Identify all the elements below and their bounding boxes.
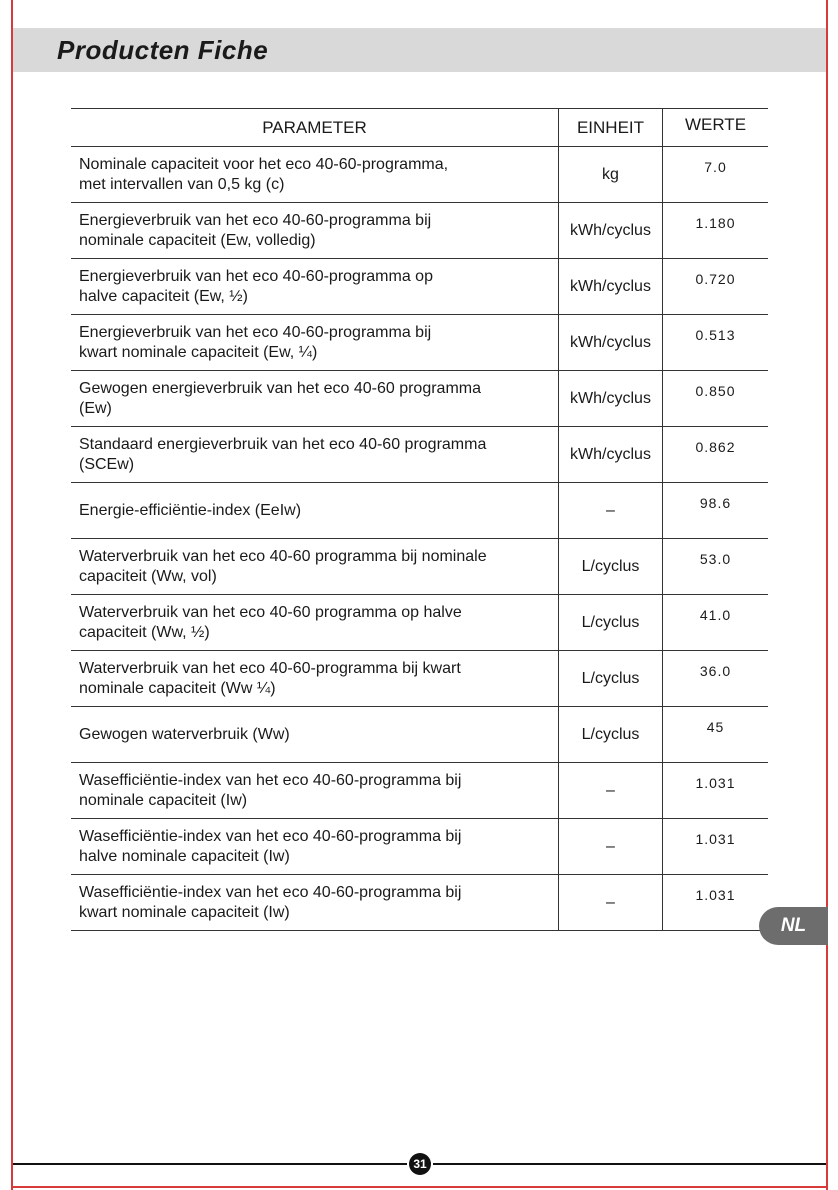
parameter-text-line: (SCEw) [79,455,135,473]
parameter-text-line: halve nominale capaciteit (Iw) [79,847,290,865]
unit-cell: kWh/cyclus [559,427,663,483]
parameter-text-line: nominale capaciteit (Ew, volledig) [79,231,316,249]
parameter-cell [71,539,559,595]
unit-cell: L/cyclus [559,539,663,595]
parameter-cell [71,875,559,931]
page-title: Producten Fiche [57,35,269,65]
table-row [71,539,768,595]
unit-cell: kWh/cyclus [559,315,663,371]
value-cell: 53.0 [663,539,769,595]
parameter-cell [71,707,559,763]
parameter-text-line: (Ew) [79,399,112,417]
parameter-text-line: Waterverbruik van het eco 40-60 programma op halve [79,603,462,621]
value-cell: 7.0 [663,147,769,203]
parameter-text-line: Wasefficiëntie-index van het eco 40-60-programma bij [79,883,462,901]
unit-cell: – [559,875,663,931]
page-border-left [11,0,13,1190]
value-cell: 0.862 [663,427,769,483]
parameter-text-line: Energie-efficiëntie-index (EeIw) [79,501,302,519]
parameter-text-line: Wasefficiëntie-index van het eco 40-60-programma bij [79,827,462,845]
parameter-text-line: capaciteit (Ww, vol) [79,567,217,585]
value-cell: 41.0 [663,595,769,651]
unit-cell: – [559,763,663,819]
product-fiche-table [71,108,768,931]
parameter-text-line: Gewogen waterverbruik (Ww) [79,725,290,743]
value-cell: 0.720 [663,259,769,315]
table-row [71,203,768,259]
table-row [71,483,768,539]
table-row [71,707,768,763]
parameter-cell [71,371,559,427]
parameter-text-line: Wasefficiëntie-index van het eco 40-60-programma bij [79,771,462,789]
header-value: WERTE [663,109,769,147]
parameter-text-line: halve capaciteit (Ew, ½) [79,287,248,305]
unit-cell: kWh/cyclus [559,203,663,259]
parameter-text-line: Gewogen energieverbruik van het eco 40-60 programma [79,379,482,397]
parameter-cell [71,819,559,875]
table-row [71,763,768,819]
table-row [71,875,768,931]
unit-cell: kg [559,147,663,203]
value-cell: 1.031 [663,875,769,931]
parameter-text-line: Energieverbruik van het eco 40-60-programma bij [79,323,432,341]
page-border-bottom [11,1186,828,1188]
unit-cell: kWh/cyclus [559,259,663,315]
unit-cell: – [559,819,663,875]
parameter-text-line: capaciteit (Ww, ½) [79,623,210,641]
parameter-text-line: nominale capaciteit (Ww ¼) [79,679,276,697]
table-row [71,819,768,875]
unit-cell: L/cyclus [559,595,663,651]
table-row [71,259,768,315]
parameter-cell [71,483,559,539]
parameter-cell [71,651,559,707]
parameter-cell [71,763,559,819]
parameter-text-line: Waterverbruik van het eco 40-60 programma bij nominale [79,547,487,565]
table-row [71,371,768,427]
unit-cell: – [559,483,663,539]
parameter-cell [71,259,559,315]
parameter-text-line: kwart nominale capaciteit (Iw) [79,903,290,921]
parameter-cell [71,203,559,259]
language-tab: NL [759,907,828,945]
unit-cell: L/cyclus [559,707,663,763]
parameter-text-line: Energieverbruik van het eco 40-60-programma op [79,267,433,285]
table-row [71,595,768,651]
table-row [71,315,768,371]
table-header-row [71,109,768,147]
parameter-cell [71,315,559,371]
value-cell: 45 [663,707,769,763]
parameter-text-line: nominale capaciteit (Iw) [79,791,248,809]
footer-rule-left [13,1163,407,1165]
footer-rule-right [433,1163,826,1165]
value-cell: 1.180 [663,203,769,259]
parameter-text-line: Nominale capaciteit voor het eco 40-60-programma, [79,155,449,173]
value-cell: 1.031 [663,763,769,819]
table-row [71,147,768,203]
value-cell: 0.850 [663,371,769,427]
parameter-cell [71,147,559,203]
value-cell: 36.0 [663,651,769,707]
parameter-text-line: Waterverbruik van het eco 40-60-programma bij kwart [79,659,461,677]
value-cell: 98.6 [663,483,769,539]
header-parameter: PARAMETER [71,109,559,147]
unit-cell: L/cyclus [559,651,663,707]
page-border-right [826,0,828,1190]
parameter-text-line: Standaard energieverbruik van het eco 40-60 programma [79,435,487,453]
table-row [71,427,768,483]
value-cell: 1.031 [663,819,769,875]
parameter-text-line: Energieverbruik van het eco 40-60-programma bij [79,211,432,229]
unit-cell: kWh/cyclus [559,371,663,427]
table-body [71,147,768,931]
page-number: 31 [409,1153,431,1175]
value-cell: 0.513 [663,315,769,371]
parameter-cell [71,427,559,483]
parameter-text-line: kwart nominale capaciteit (Ew, ¼) [79,343,318,361]
header-unit: EINHEIT [559,109,663,147]
table-row [71,651,768,707]
parameter-cell [71,595,559,651]
parameter-text-line: met intervallen van 0,5 kg (c) [79,175,285,193]
